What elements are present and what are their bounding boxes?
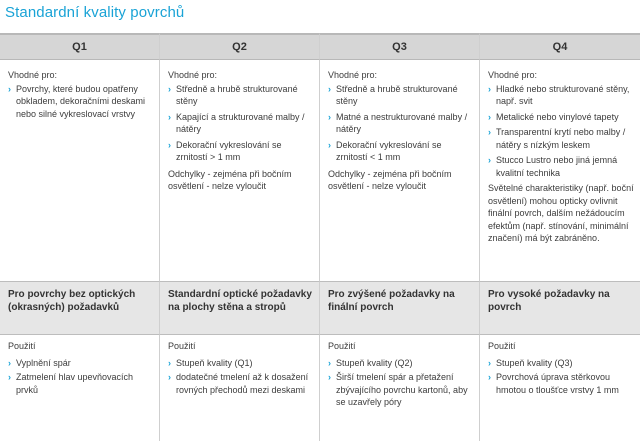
list-item: › Povrchy, které budou opatřeny obkladem, dekoračními deskami nebo silné vykreslovací vrstvy (8, 83, 146, 119)
suitable-label: Vhodné pro: (328, 70, 378, 80)
chevron-right-icon: › (488, 155, 491, 165)
chevron-right-icon: › (8, 83, 11, 94)
chevron-right-icon: › (168, 83, 171, 94)
use-label: Použití (328, 341, 356, 351)
suitable-list (8, 83, 153, 121)
list-item: › Vyplnění spár (8, 357, 71, 368)
list-item: › Stupeň kvality (Q1) (168, 357, 253, 368)
list-item: › Matné a nestrukturované malby / nátěry (328, 111, 468, 134)
suitable-cell-q1 (0, 60, 160, 281)
suitable-label: Vhodné pro: (168, 70, 218, 80)
column-header-q1: Q1 (0, 33, 160, 60)
column-header-q4: Q4 (480, 33, 640, 60)
use-list (8, 357, 153, 397)
requirement-band-q4: Pro vysoké požadavky na povrch (480, 281, 640, 335)
chevron-right-icon: › (488, 372, 491, 382)
suitable-list (328, 83, 473, 164)
requirement-band-q2: Standardní optické požadavky na plochy stěna a stropů (160, 281, 320, 335)
chevron-right-icon: › (168, 139, 171, 150)
chevron-right-icon: › (328, 139, 331, 150)
suitable-label: Vhodné pro: (8, 70, 58, 80)
chevron-right-icon: › (328, 372, 331, 382)
list-item: › Kapající a strukturované malby / nátěry (168, 111, 305, 134)
note-text: Světelné charakteristiky (např. boční osvětlení) mohou opticky ovlivnit finální povrch, dalším nežádoucím efektům (např. stínování, minimální značení) má být zabráněno. (488, 183, 634, 243)
use-label: Použití (168, 341, 196, 351)
chevron-right-icon: › (8, 372, 11, 382)
requirement-band-q1: Pro povrchy bez optických (okrasných) požadavků (0, 281, 160, 335)
suitable-cell-q4 (480, 60, 640, 281)
chevron-right-icon: › (328, 111, 331, 122)
chevron-right-icon: › (488, 111, 491, 122)
use-label: Použití (488, 341, 516, 351)
column-header-q3: Q3 (320, 33, 480, 60)
suitable-list (168, 83, 313, 164)
chevron-right-icon: › (328, 83, 331, 94)
list-item: › Středně a hrubě strukturované stěny (168, 83, 298, 106)
list-item: › Stupeň kvality (Q3) (488, 357, 573, 368)
use-list (168, 357, 313, 397)
list-item: › Stupeň kvality (Q2) (328, 357, 413, 368)
chevron-right-icon: › (168, 357, 171, 368)
suitable-cell-q2 (160, 60, 320, 281)
page-title: Standardní kvality povrchů (5, 4, 185, 21)
list-item: › Dekorační vykreslování se zrnitostí < 1 mm (328, 139, 442, 162)
list-item: › Středně a hrubě strukturované stěny (328, 83, 458, 106)
list-item: › Dekorační vykreslování se zrnitostí > 1 mm (168, 139, 282, 162)
list-item: › Hladké nebo strukturované stěny, např. svit (488, 83, 630, 106)
note-text: Odchylky - zejména při bočním osvětlení - nelze vyloučit (328, 168, 452, 191)
use-list (328, 357, 473, 409)
use-cell-q2 (160, 335, 320, 441)
list-item: › Stucco Lustro nebo jiná jemná kvalitní technika (488, 155, 618, 178)
list-item: › Metalické nebo vinylové tapety (488, 111, 619, 122)
requirement-band-q3: Pro zvýšené požadavky na finální povrch (320, 281, 480, 335)
suitable-cell-q3 (320, 60, 480, 281)
list-item: › Transparentní krytí nebo malby / nátěry s nízkým leskem (488, 127, 626, 150)
chevron-right-icon: › (488, 127, 491, 137)
use-cell-q4 (480, 335, 640, 441)
chevron-right-icon: › (488, 357, 491, 368)
use-label: Použití (8, 341, 36, 351)
note-text: Odchylky - zejména při bočním osvětlení - nelze vyloučit (168, 168, 292, 191)
chevron-right-icon: › (168, 372, 171, 382)
chevron-right-icon: › (168, 111, 171, 122)
use-list (488, 357, 634, 397)
suitable-list (488, 83, 634, 180)
use-cell-q1 (0, 335, 160, 441)
chevron-right-icon: › (488, 83, 491, 94)
column-header-q2: Q2 (160, 33, 320, 60)
chevron-right-icon: › (8, 357, 11, 368)
quality-table (0, 33, 640, 441)
list-item: › dodatečné tmelení až k dosažení rovných přechodů mezi deskami (168, 372, 309, 395)
use-cell-q3 (320, 335, 480, 441)
chevron-right-icon: › (328, 357, 331, 368)
list-item: › Širší tmelení spár a přetažení zbývajícího povrchu kartonů, aby se uzavřely póry (328, 372, 468, 407)
list-item: › Zatmelení hlav upevňovacích prvků (8, 372, 134, 395)
list-item: › Povrchová úprava stěrkovou hmotou o tloušťce vrstvy 1 mm (488, 372, 619, 395)
suitable-label: Vhodné pro: (488, 70, 538, 80)
